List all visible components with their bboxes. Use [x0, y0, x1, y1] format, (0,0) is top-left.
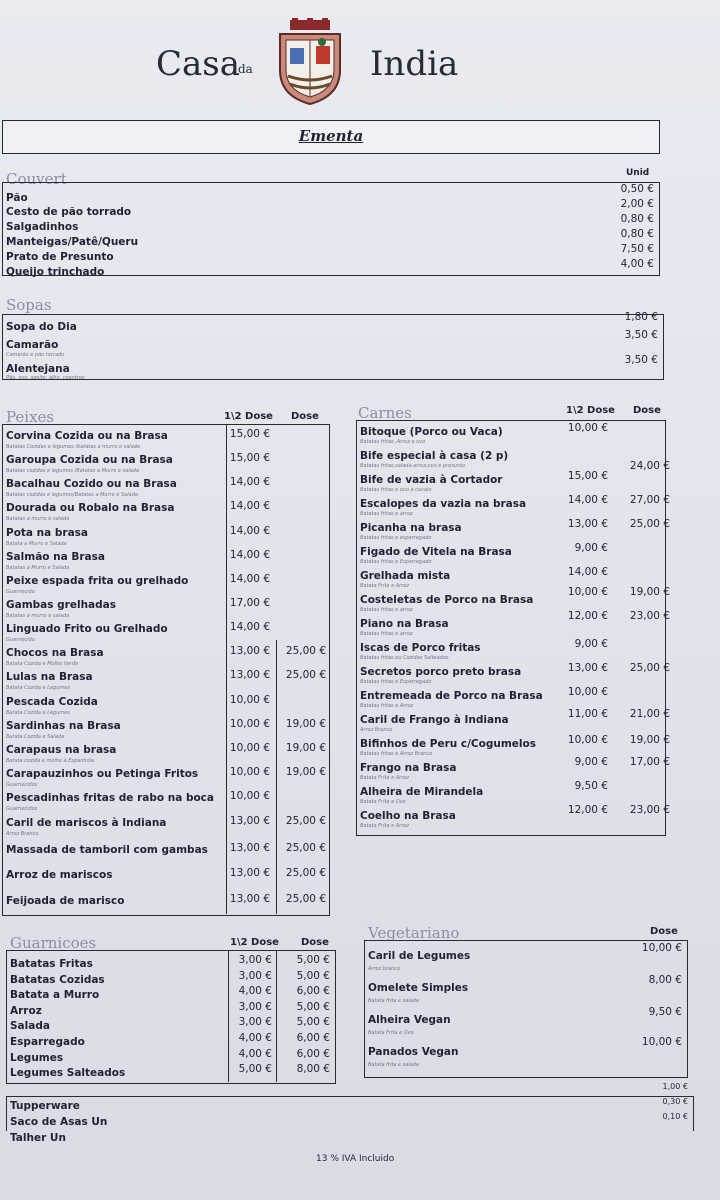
couvert-item-name: Pão: [6, 192, 28, 204]
peixe-item-name: Bacalhau Cozido ou na Brasa: [6, 478, 177, 490]
carne-item-full-price: 21,00 €: [629, 708, 670, 720]
vegetariano-item-name: Caril de Legumes: [368, 950, 471, 962]
carne-item-desc: Batatas fritas e Arroz Branco: [360, 751, 433, 757]
guarnicao-item-name: Arroz: [10, 1004, 42, 1017]
vegetariano-item-desc: Batata Frita e Ovo: [368, 1030, 414, 1036]
peixe-item-half-price: 10,00 €: [229, 766, 270, 778]
carne-item-name: Frango na Brasa: [360, 762, 457, 774]
peixe-item-half-price: 13,00 €: [229, 893, 270, 905]
peixe-item-half-price: 15,00 €: [229, 452, 270, 464]
vat-note: 13 % IVA Incluido: [316, 1154, 395, 1164]
extra-item-name: Saco de Asas Un: [10, 1116, 108, 1128]
carne-item-name: Bife especial à casa (2 p): [360, 450, 509, 462]
carne-item-name: Picanha na brasa: [360, 522, 462, 534]
peixe-item-name: Feijoada de marisco: [6, 895, 125, 907]
carne-item-name: Iscas de Porco fritas: [360, 642, 481, 654]
peixe-item-desc: Guarnecidos: [6, 782, 38, 788]
carne-item-name: Bife de vazia à Cortador: [360, 474, 503, 486]
guarnicao-item-half-price: 3,00 €: [238, 1000, 272, 1013]
peixe-item-desc: Arroz Branco: [6, 831, 39, 837]
carne-item-name: Alheira de Mirandela: [360, 786, 484, 798]
peixe-item-name: Sardinhas na Brasa: [6, 720, 121, 732]
guarnicao-item-half-price: 3,00 €: [238, 969, 272, 982]
carne-item-name: Bitoque (Porco ou Vaca): [360, 426, 503, 438]
page-title: Ementa: [298, 127, 364, 145]
couvert-item-price: 4,00 €: [620, 258, 654, 270]
peixe-item-half-price: 14,00 €: [229, 621, 270, 633]
carne-item-name: Escalopes da vazia na brasa: [360, 498, 527, 510]
extras-box: [6, 1096, 694, 1131]
peixe-item-full-price: 25,00 €: [285, 645, 326, 657]
peixe-item-half-price: 14,00 €: [229, 525, 270, 537]
sopa-item-name: Alentejana: [6, 363, 70, 375]
peixe-item-desc: Guarnecidos: [6, 806, 38, 812]
sopa-item-desc: Camarão e pão torrado: [6, 352, 65, 358]
sopa-item-price: 3,50 €: [624, 329, 658, 341]
couvert-item-price: 0,80 €: [620, 228, 654, 240]
guarnicao-item-full-price: 5,00 €: [296, 954, 330, 966]
carnes-col-half: 1\2 Dose: [566, 405, 615, 416]
carne-item-desc: Batatas fritas e arroz: [360, 631, 413, 637]
peixe-item-half-price: 10,00 €: [229, 718, 270, 730]
carne-item-full-price: 25,00 €: [629, 518, 670, 530]
carne-item-name: Entremeada de Porco na Brasa: [360, 690, 543, 702]
guarnicao-item-full-price: 5,00 €: [296, 1016, 330, 1029]
vegetariano-item-price: 10,00 €: [641, 1036, 682, 1048]
carne-item-name: Secretos porco preto brasa: [360, 666, 522, 678]
peixe-item-name: Pescadinhas fritas de rabo na boca: [6, 792, 214, 804]
peixe-item-name: Gambas grelhadas: [6, 599, 116, 611]
section-title-vegetariano: Vegetariano: [368, 924, 460, 942]
couvert-col-unid: Unid: [626, 168, 650, 178]
vegetariano-item-price: 8,00 €: [648, 974, 682, 986]
peixe-item-full-price: 25,00 €: [285, 669, 326, 681]
guarnicao-item-half-price: 4,00 €: [238, 1047, 272, 1060]
carne-item-half-price: 15,00 €: [567, 470, 608, 482]
section-title-couvert: Couvert: [6, 170, 67, 188]
carne-item-name: Grelhada mista: [360, 570, 451, 582]
carne-item-full-price: 23,00 €: [629, 804, 670, 816]
peixe-item-name: Caril de mariscos à Indiana: [6, 817, 167, 829]
vegetariano-item-desc: Arroz branco: [368, 966, 401, 972]
carne-item-full-price: 19,00 €: [629, 586, 670, 598]
carne-item-desc: Batatas fritas e esparregado: [360, 535, 432, 541]
peixe-item-half-price: 10,00 €: [229, 790, 270, 802]
carne-item-name: Caril de Frango à Indiana: [360, 714, 509, 726]
peixe-item-name: Lulas na Brasa: [6, 671, 93, 683]
vegetariano-item-price: 9,50 €: [648, 1006, 682, 1018]
couvert-item-price: 0,50 €: [620, 183, 654, 195]
peixes-col-full: Dose: [291, 411, 319, 422]
peixe-item-half-price: 13,00 €: [229, 815, 270, 827]
vegetariano-col-full: Dose: [650, 926, 678, 937]
guarnicao-item-name: Legumes Salteados: [10, 1067, 126, 1080]
sopa-item-price: 1,80 €: [624, 311, 658, 323]
peixe-item-half-price: 14,00 €: [229, 476, 270, 488]
couvert-item-price: 0,80 €: [620, 213, 654, 225]
carne-item-half-price: 14,00 €: [567, 494, 608, 506]
carne-item-half-price: 10,00 €: [567, 586, 608, 598]
peixe-item-full-price: 25,00 €: [285, 867, 326, 879]
peixe-item-name: Garoupa Cozida ou na Brasa: [6, 454, 173, 466]
carne-item-desc: Batatas fritas ou Cozidas Salteados: [360, 655, 449, 661]
logo-word-da: da: [238, 62, 253, 76]
peixe-item-half-price: 10,00 €: [229, 742, 270, 754]
carne-item-full-price: 24,00 €: [629, 460, 670, 472]
peixes-col-half: 1\2 Dose: [224, 411, 273, 422]
carne-item-half-price: 12,00 €: [567, 610, 608, 622]
section-title-sopas: Sopas: [6, 296, 52, 314]
carne-item-half-price: 11,00 €: [567, 708, 608, 720]
carne-item-desc: Batatas fritas e ovo a cavalo: [360, 487, 432, 493]
sopas-box: [2, 314, 664, 380]
couvert-item-name: Prato de Presunto: [6, 251, 114, 263]
carne-item-desc: Arroz Branco: [360, 727, 393, 733]
peixe-item-name: Pota na brasa: [6, 527, 89, 539]
peixe-item-desc: Batatas a murro e salada: [6, 516, 70, 522]
peixe-item-half-price: 13,00 €: [229, 867, 270, 879]
guarnicao-item-half-price: 3,00 €: [238, 954, 272, 966]
sopa-item-name: Camarão: [6, 339, 59, 351]
peixe-item-desc: Batatas cozidas e legumes/Batatas a Murro e Salada: [6, 492, 138, 498]
carne-item-desc: Batatas fritas e arroz: [360, 607, 413, 613]
section-title-guarnicoes: Guarnicoes: [10, 934, 97, 952]
extra-item-price: 1,00 €: [662, 1082, 688, 1091]
ementa-title-box: [2, 120, 660, 154]
peixe-item-half-price: 14,00 €: [229, 573, 270, 585]
carne-item-name: Piano na Brasa: [360, 618, 449, 630]
coat-of-arms-icon: [272, 18, 348, 108]
carne-item-full-price: 23,00 €: [629, 610, 670, 622]
section-title-carnes: Carnes: [358, 404, 412, 422]
carne-item-half-price: 10,00 €: [567, 422, 608, 434]
couvert-item-price: 7,50 €: [620, 243, 654, 255]
peixe-item-desc: Batata cozida e molho à Espanhola: [6, 758, 95, 764]
couvert-item-name: Queijo trinchado: [6, 266, 105, 278]
guarnicao-item-name: Legumes: [10, 1051, 64, 1064]
guarnicao-item-name: Esparregado: [10, 1036, 85, 1048]
peixe-item-desc: Batatas a murro e salada: [6, 613, 70, 619]
carne-item-desc: Batatas fritas e Esparregado: [360, 559, 432, 565]
peixe-item-half-price: 14,00 €: [229, 500, 270, 512]
carne-item-half-price: 12,00 €: [567, 804, 608, 816]
guarnicao-item-name: Salada: [10, 1020, 50, 1033]
carne-item-half-price: 9,50 €: [574, 780, 608, 792]
sopa-item-price: 3,50 €: [624, 354, 658, 366]
carne-item-desc: Batata Frita e Arroz: [360, 775, 409, 781]
guarnicao-item-full-price: 6,00 €: [296, 1047, 330, 1060]
carne-item-desc: Batata Frita e Arroz: [360, 583, 409, 589]
guarnicao-item-name: Batata a Murro: [10, 989, 100, 1002]
peixe-item-name: Massada de tamboril com gambas: [6, 844, 208, 856]
carne-item-half-price: 14,00 €: [567, 566, 608, 578]
peixe-item-desc: Batata Cozida e Salada: [6, 734, 65, 740]
extra-item-price: 0,10 €: [662, 1112, 688, 1121]
guarnicao-item-half-price: 3,00 €: [238, 1016, 272, 1029]
peixe-item-full-price: 19,00 €: [285, 766, 326, 778]
vegetariano-item-price: 10,00 €: [641, 942, 682, 954]
peixe-item-name: Dourada ou Robalo na Brasa: [6, 502, 175, 514]
peixe-item-name: Arroz de mariscos: [6, 869, 113, 881]
carne-item-desc: Batatas fritas,salada,arroz,ovo e presunto: [360, 463, 466, 469]
peixe-item-full-price: 19,00 €: [285, 718, 326, 730]
carne-item-name: Costeletas de Porco na Brasa: [360, 594, 534, 606]
carne-item-desc: Batatas fritas e Arroz: [360, 703, 414, 709]
carne-item-name: Coelho na Brasa: [360, 810, 456, 822]
peixe-item-half-price: 17,00 €: [229, 597, 270, 609]
guarnicao-item-name: Batatas Fritas: [10, 958, 93, 970]
peixe-item-half-price: 10,00 €: [229, 694, 270, 706]
section-title-peixes: Peixes: [6, 408, 55, 426]
peixe-item-half-price: 14,00 €: [229, 549, 270, 561]
peixe-item-name: Carapauzinhos ou Petinga Fritos: [6, 768, 199, 780]
peixe-item-name: Carapaus na brasa: [6, 744, 117, 756]
couvert-item-name: Manteigas/Patê/Queru: [6, 236, 139, 248]
couvert-item-price: 2,00 €: [620, 198, 654, 210]
carne-item-half-price: 9,00 €: [574, 638, 608, 650]
carne-item-desc: Batata Frita e Arroz: [360, 823, 409, 829]
carne-item-half-price: 10,00 €: [567, 686, 608, 698]
guarnicao-item-half-price: 5,00 €: [238, 1063, 272, 1076]
carne-item-full-price: 25,00 €: [629, 662, 670, 674]
peixe-item-full-price: 25,00 €: [285, 893, 326, 905]
logo-word-india: India: [370, 44, 459, 84]
vegetariano-item-name: Alheira Vegan: [368, 1014, 451, 1026]
peixe-item-desc: Batata Cozida e Legumes: [6, 685, 70, 691]
vegetariano-item-desc: Batata frita e salada: [368, 998, 419, 1004]
vegetariano-item-desc: Batata frita e salada: [368, 1062, 419, 1068]
extra-item-name: Talher Un: [10, 1132, 66, 1144]
peixe-item-half-price: 15,00 €: [229, 428, 270, 440]
carne-item-desc: Batata Frita e Ovo: [360, 799, 406, 805]
peixe-item-desc: Batatas a Murro e Salada: [6, 565, 70, 571]
extra-item-price: 0,30 €: [662, 1097, 688, 1106]
carne-item-desc: Batatas fritas e arroz: [360, 511, 413, 517]
guarnicao-item-full-price: 5,00 €: [296, 969, 330, 982]
guarnicoes-col-full: Dose: [301, 937, 329, 948]
carne-item-half-price: 13,00 €: [567, 662, 608, 674]
peixe-item-desc: Batatas cozidas e legumes /Batatas a Murro e salada: [6, 468, 139, 474]
sopa-item-name: Sopa do Dia: [6, 321, 77, 333]
peixe-item-full-price: 19,00 €: [285, 742, 326, 754]
carne-item-half-price: 9,00 €: [574, 756, 608, 768]
peixe-item-name: Corvina Cozida ou na Brasa: [6, 430, 168, 442]
peixe-item-desc: Batata Cozida e Molho Verde: [6, 661, 79, 667]
peixe-item-desc: Guarnecido: [6, 589, 35, 595]
guarnicao-item-name: Batatas Cozidas: [10, 973, 105, 986]
guarnicao-item-half-price: 4,00 €: [238, 985, 272, 998]
peixe-item-name: Pescada Cozida: [6, 696, 98, 708]
vegetariano-item-name: Panados Vegan: [368, 1046, 459, 1058]
peixe-item-half-price: 13,00 €: [229, 645, 270, 657]
guarnicao-item-full-price: 8,00 €: [296, 1063, 330, 1076]
carne-item-full-price: 27,00 €: [629, 494, 670, 506]
carne-item-desc: Batatas fritas ,Arroz e ovo: [360, 439, 426, 445]
couvert-item-name: Cesto de pão torrado: [6, 206, 132, 218]
peixe-item-name: Salmão na Brasa: [6, 551, 105, 563]
peixe-item-full-price: 25,00 €: [285, 842, 326, 854]
guarnicao-item-full-price: 6,00 €: [296, 985, 330, 998]
peixe-item-half-price: 13,00 €: [229, 669, 270, 681]
carne-item-half-price: 9,00 €: [574, 542, 608, 554]
peixe-item-full-price: 25,00 €: [285, 815, 326, 827]
couvert-item-name: Salgadinhos: [6, 221, 79, 233]
sopa-item-desc: Pão, ovo, azeite, alho, coentros: [6, 375, 85, 381]
peixe-item-name: Peixe espada frita ou grelhado: [6, 575, 189, 587]
peixe-item-name: Chocos na Brasa: [6, 647, 104, 659]
guarnicoes-col-half: 1\2 Dose: [230, 937, 279, 948]
peixe-item-desc: Batata Cozida e Legumes: [6, 710, 70, 716]
peixe-item-desc: Batata a Murro e Salada: [6, 541, 67, 547]
guarnicao-item-half-price: 4,00 €: [238, 1032, 272, 1044]
peixe-item-desc: Guarnecido: [6, 637, 35, 643]
carne-item-name: Bifinhos de Peru c/Cogumelos: [360, 738, 536, 750]
logo-word-casa: Casa: [156, 44, 241, 84]
carne-item-desc: Batatas fritas e Esparregado: [360, 679, 432, 685]
peixe-item-name: Linguado Frito ou Grelhado: [6, 623, 168, 635]
carne-item-full-price: 17,00 €: [629, 756, 670, 768]
peixe-item-half-price: 13,00 €: [229, 842, 270, 854]
carne-item-name: Figado de Vitela na Brasa: [360, 546, 512, 558]
guarnicao-item-full-price: 6,00 €: [296, 1032, 330, 1044]
extra-item-name: Tupperware: [10, 1100, 80, 1112]
carnes-col-full: Dose: [633, 405, 661, 416]
carne-item-full-price: 19,00 €: [629, 734, 670, 746]
carne-item-half-price: 10,00 €: [567, 734, 608, 746]
peixe-item-desc: Batatas Cozidas e legumes /batatas a murro e salada: [6, 444, 140, 450]
guarnicao-item-full-price: 5,00 €: [296, 1000, 330, 1013]
carne-item-half-price: 13,00 €: [567, 518, 608, 530]
vegetariano-item-name: Omelete Simples: [368, 982, 469, 994]
